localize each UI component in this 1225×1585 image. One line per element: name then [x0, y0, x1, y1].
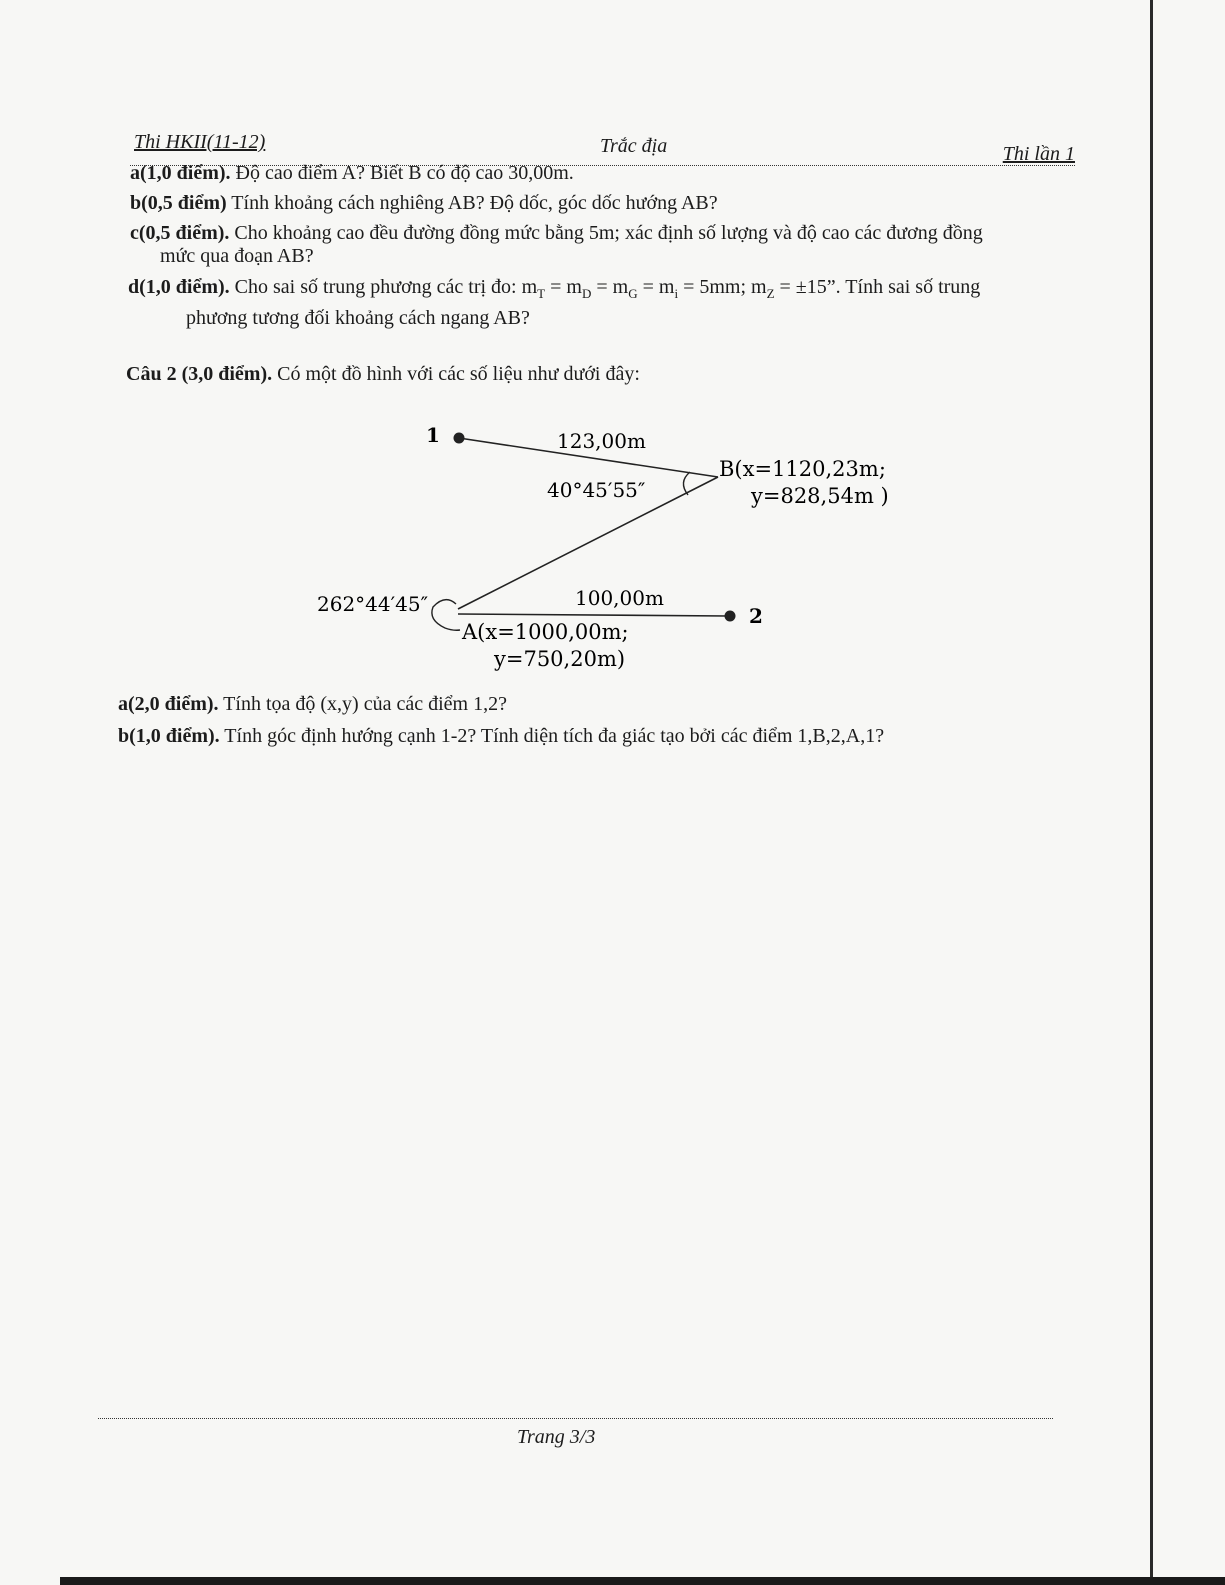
line-a-2 — [458, 614, 728, 616]
label-point-2: 2 — [749, 604, 763, 628]
label-a-coord-x: A(x=1000,00m; — [462, 620, 629, 644]
label-dist-a2: 100,00m — [575, 586, 664, 610]
q1-part-d: d(1,0 điểm). Cho sai số trung phương các trị đo: $m_T = m_D = m_G = m_i = 5mm$; $m_Z = \pm 15$”. Tính sai số trung — [128, 276, 981, 301]
angle-arc-a — [432, 600, 460, 631]
q1-part-c-cont: mức qua đoạn AB? — [160, 245, 314, 267]
label-a-coord-y: y=750,20m) — [494, 647, 626, 671]
label-angle-a: 262°44′45″ — [317, 592, 429, 616]
label-b-coord-x: B(x=1120,23m; — [719, 457, 886, 481]
label-angle-b: 40°45′55″ — [547, 478, 646, 502]
header-exam: Thi HKII(11-12) — [134, 131, 266, 153]
q1-part-a: a(1,0 điểm). Độ cao điểm A? Biết B có độ cao 30,00m. — [130, 162, 574, 184]
q2-title: Câu 2 (3,0 điểm). Có một đồ hình với các số liệu như dưới đây: — [126, 363, 640, 385]
header-attempt: Thi lần 1 — [1002, 143, 1075, 165]
footer-divider — [98, 1418, 1053, 1419]
point-1-dot — [454, 433, 465, 444]
label-b-coord-y: y=828,54m ) — [751, 484, 889, 508]
label-point-1: 1 — [426, 423, 440, 447]
header-subject: Trắc địa — [600, 135, 668, 157]
q2-part-b: b(1,0 điểm). Tính góc định hướng cạnh 1-2? Tính diện tích đa giác tạo bởi các điểm 1,B,2,A,1? — [118, 725, 885, 747]
q2-part-a: a(2,0 điểm). Tính tọa độ (x,y) của các điểm 1,2? — [118, 693, 507, 715]
point-2-dot — [725, 611, 736, 622]
page-number: Trang 3/3 — [517, 1426, 596, 1448]
label-dist-1b: 123,00m — [557, 429, 646, 453]
q1-part-b: b(0,5 điểm) Tính khoảng cách nghiêng AB? Độ dốc, góc dốc hướng AB? — [130, 192, 718, 214]
q1-part-d-cont: phương tương đối khoảng cách ngang AB? — [186, 307, 530, 329]
q1-part-c: c(0,5 điểm). Cho khoảng cao đều đường đồng mức bằng 5m; xác định số lượng và độ cao các đương đồng — [130, 222, 983, 244]
